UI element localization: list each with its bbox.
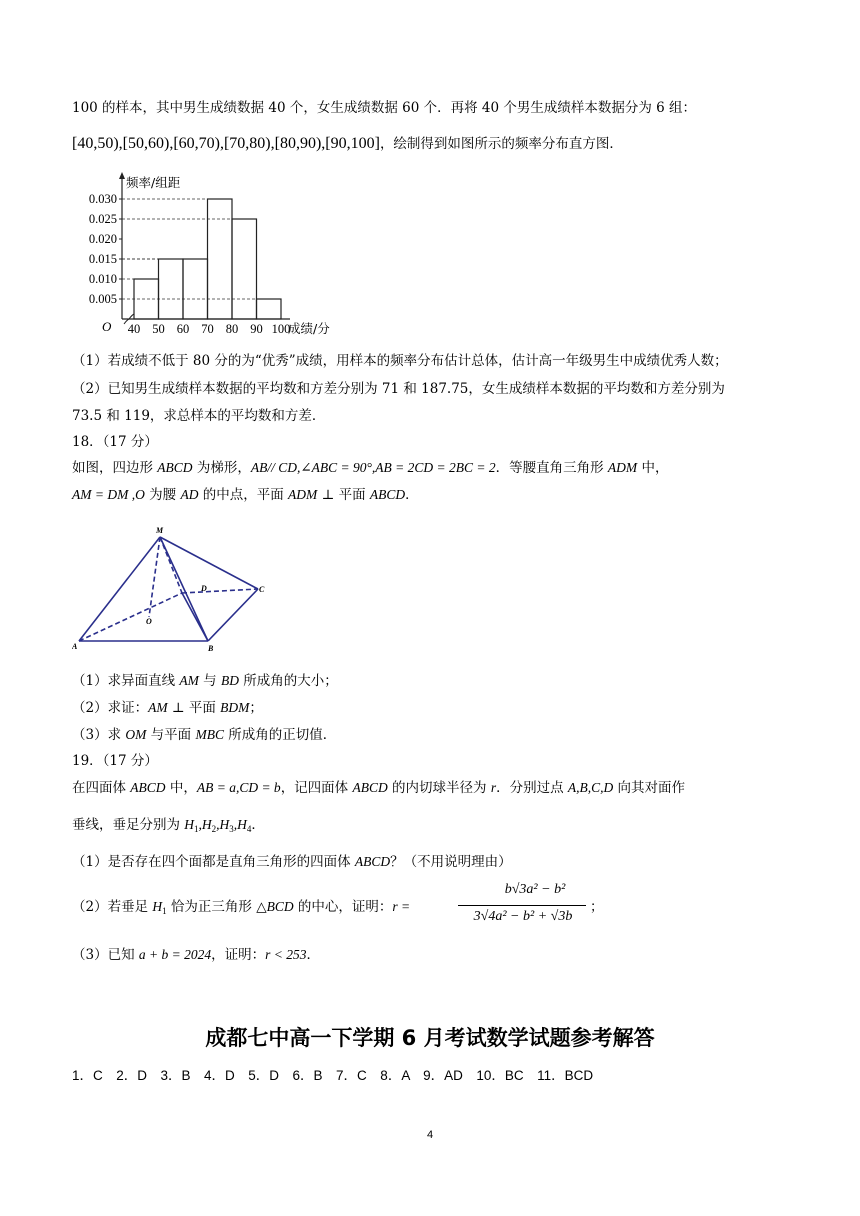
y-tick-label: 0.015 bbox=[88, 252, 117, 266]
q19-text: ．分别过点 bbox=[496, 780, 568, 796]
q18-text: ．等腰直角三角形 bbox=[495, 460, 608, 476]
math-r: r bbox=[490, 780, 497, 795]
label-d: D bbox=[201, 584, 207, 593]
fraction-bar bbox=[458, 905, 586, 906]
x-tick-label: 70 bbox=[201, 322, 214, 336]
x-tick-label: 90 bbox=[250, 322, 263, 336]
q19-text: 恰为正三角形 bbox=[166, 899, 257, 915]
y-tick-label: 0.030 bbox=[88, 192, 117, 206]
q19-heading: 19．（17 分） bbox=[72, 753, 158, 769]
histogram-bar bbox=[232, 219, 257, 319]
math-h2: $H_2$ bbox=[201, 817, 217, 834]
q18-text: ． bbox=[405, 487, 419, 503]
math-abcd: ABCD bbox=[157, 460, 193, 475]
intro-line-1: 100 的样本，其中男生成绩数据 40 个，女生成绩数据 60 个．再将 40 个男生成绩样本数据分为 6 组： bbox=[72, 100, 697, 116]
histogram-bar bbox=[159, 259, 184, 319]
math-bd: BD bbox=[220, 673, 239, 688]
q18-text: （3）求 bbox=[72, 727, 126, 743]
q18-part3 bbox=[72, 725, 336, 745]
label-a: A bbox=[72, 642, 78, 651]
q19-text: 的中心，证明： bbox=[293, 899, 393, 915]
fraction-numerator: b√3a² − b² bbox=[504, 882, 566, 897]
q18-text: 与 bbox=[198, 673, 221, 689]
math-h3: $H_3$ bbox=[219, 817, 234, 834]
math-adm: ADM bbox=[288, 487, 318, 502]
q18-part2 bbox=[72, 698, 263, 718]
histogram-bar bbox=[183, 259, 208, 319]
q19-text: ？（不用说明理由） bbox=[390, 854, 512, 870]
q19-part1 bbox=[72, 852, 512, 872]
y-tick-label: 0.025 bbox=[88, 212, 117, 226]
q18-text: 如图，四边形 bbox=[72, 460, 158, 476]
label-b: B bbox=[208, 644, 214, 653]
q19-text: 向其对面作 bbox=[613, 780, 686, 796]
math-abcd: ABCD bbox=[130, 780, 166, 795]
edge-md bbox=[160, 537, 182, 593]
math-ad: AD bbox=[180, 487, 199, 502]
edge-ad bbox=[79, 593, 182, 641]
y-tick-label: 0.005 bbox=[88, 292, 117, 306]
x-tick-label: 60 bbox=[176, 322, 190, 336]
q18-text: ⊥ 平面 bbox=[317, 487, 370, 503]
q19-part3 bbox=[72, 945, 320, 965]
q19-text: ． bbox=[251, 817, 265, 833]
x-axis-label: 成绩/分 bbox=[288, 321, 330, 336]
q19-text: 中， bbox=[165, 780, 197, 796]
q19-text: （3）已知 bbox=[72, 947, 139, 963]
math-bdm: BDM bbox=[220, 700, 250, 715]
math-mbc: MBC bbox=[195, 727, 224, 742]
edge-mc bbox=[160, 537, 258, 589]
q18-text: 为腰 bbox=[144, 487, 181, 503]
intro-line-2-text: ，绘制得到如图所示的频率分布直方图． bbox=[379, 136, 623, 152]
q19-part2 bbox=[72, 897, 410, 921]
q19-text: ． bbox=[306, 947, 320, 963]
q19-part2-end: ； bbox=[590, 899, 604, 915]
q19-text: 垂线，垂足分别为 bbox=[72, 817, 185, 833]
math-h4: $H_4$ bbox=[237, 817, 252, 834]
q18-line1 bbox=[72, 458, 668, 478]
math-am: AM bbox=[148, 700, 168, 715]
x-tick-label: 50 bbox=[152, 322, 165, 336]
q19-line1 bbox=[72, 778, 685, 798]
math-abcd: ABCD bbox=[369, 487, 406, 502]
fraction-denominator: 3√4a² − b² + √3b bbox=[473, 909, 573, 924]
edge-bc bbox=[208, 589, 258, 641]
q18-text: （2）求证： bbox=[72, 700, 149, 716]
math-abcd: ABCD bbox=[354, 854, 391, 869]
math-triangle-bcd: △BCD bbox=[256, 899, 294, 914]
q18-line2 bbox=[72, 485, 419, 505]
y-axis-label: 频率/组距 bbox=[126, 175, 181, 190]
q19-text: 的内切球半径为 bbox=[387, 780, 491, 796]
y-tick-label: 0.010 bbox=[88, 272, 117, 286]
math-h1: $H_1$ bbox=[184, 817, 199, 834]
origin-label: O bbox=[102, 319, 112, 334]
math-am-dm: AM = DM ,O bbox=[72, 487, 145, 502]
x-tick-label: 40 bbox=[127, 322, 141, 336]
math-adm: ADM bbox=[607, 460, 638, 475]
intro-line-2 bbox=[72, 134, 623, 154]
q19-text: （1）是否存在四个面都是直角三角形的四面体 bbox=[72, 854, 355, 870]
histogram-bar bbox=[257, 299, 282, 319]
math-sum: a + b = 2024 bbox=[138, 947, 212, 962]
q18-text: 与平面 bbox=[146, 727, 196, 743]
answer-key: 1．C 2．D 3．B 4．D 5．D 6．B 7．C 8．A 9．AD 10．BC 11．BCD bbox=[72, 1068, 594, 1083]
label-o: O bbox=[146, 617, 152, 626]
q18-text: ； bbox=[249, 700, 263, 716]
q19-text: ，证明： bbox=[211, 947, 266, 963]
label-c: C bbox=[259, 585, 265, 594]
math-ab-cd: AB = a,CD = b bbox=[196, 780, 281, 795]
x-tick-label: 80 bbox=[225, 322, 239, 336]
q18-text: （1）求异面直线 bbox=[72, 673, 180, 689]
frequency-histogram bbox=[72, 170, 372, 340]
groups-intervals: [40,50),[50,60),[60,70),[70,80),[80,90),[90,100] bbox=[72, 135, 380, 152]
x-tick-label: 100 bbox=[271, 322, 291, 336]
label-m: M bbox=[156, 526, 164, 535]
q18-text: 中， bbox=[637, 460, 669, 476]
answer-section-title: 成都七中高一下学期 6 月考试数学试题参考解答 bbox=[205, 1026, 655, 1050]
math-om: OM bbox=[125, 727, 147, 742]
q19-text: （2）若垂足 bbox=[72, 899, 153, 915]
q18-part1 bbox=[72, 671, 338, 691]
pyramid-figure bbox=[72, 525, 272, 655]
math-r-equals: r = bbox=[392, 899, 411, 914]
y-tick-label: 0.020 bbox=[88, 232, 117, 246]
page-number: 4 bbox=[426, 1129, 434, 1141]
edge-bd bbox=[182, 593, 208, 641]
math-conditions: AB// CD,∠ABC = 90°,AB = 2CD = 2BC = 2 bbox=[250, 460, 496, 475]
q19-text: ，记四面体 bbox=[280, 780, 353, 796]
q17-part1: （1）若成绩不低于 80 分的为“优秀”成绩，用样本的频率分布估计总体，估计高一年级男生中成绩优秀人数； bbox=[72, 353, 728, 369]
q18-text: 所成角的大小； bbox=[238, 673, 338, 689]
math-inequality: r < 253 bbox=[265, 947, 307, 962]
q18-text: 的中点，平面 bbox=[198, 487, 289, 503]
q18-heading: 18．（17 分） bbox=[72, 434, 158, 450]
math-points: A,B,C,D bbox=[567, 780, 614, 795]
q18-text: 所成角的正切值． bbox=[223, 727, 337, 743]
math-am: AM bbox=[179, 673, 199, 688]
q19-text: 在四面体 bbox=[72, 780, 131, 796]
math-abcd: ABCD bbox=[352, 780, 388, 795]
math-h1: $H_1$ bbox=[152, 899, 167, 916]
q17-part2-line1: （2）已知男生成绩样本数据的平均数和方差分别为 71 和 187.75，女生成绩样本数据的平均数和方差分别为 bbox=[72, 381, 725, 397]
histogram-bar bbox=[208, 199, 233, 319]
q18-text: 为梯形， bbox=[192, 460, 251, 476]
y-axis-arrow bbox=[119, 172, 125, 179]
edge-dc bbox=[182, 589, 258, 593]
q18-text: ⊥ 平面 bbox=[167, 700, 221, 716]
q19-line2: 垂线，垂足分别为 $H_1,H_2,H_3,H_4$． bbox=[72, 817, 265, 834]
q17-part2-line2: 73.5 和 119，求总样本的平均数和方差． bbox=[72, 408, 326, 424]
